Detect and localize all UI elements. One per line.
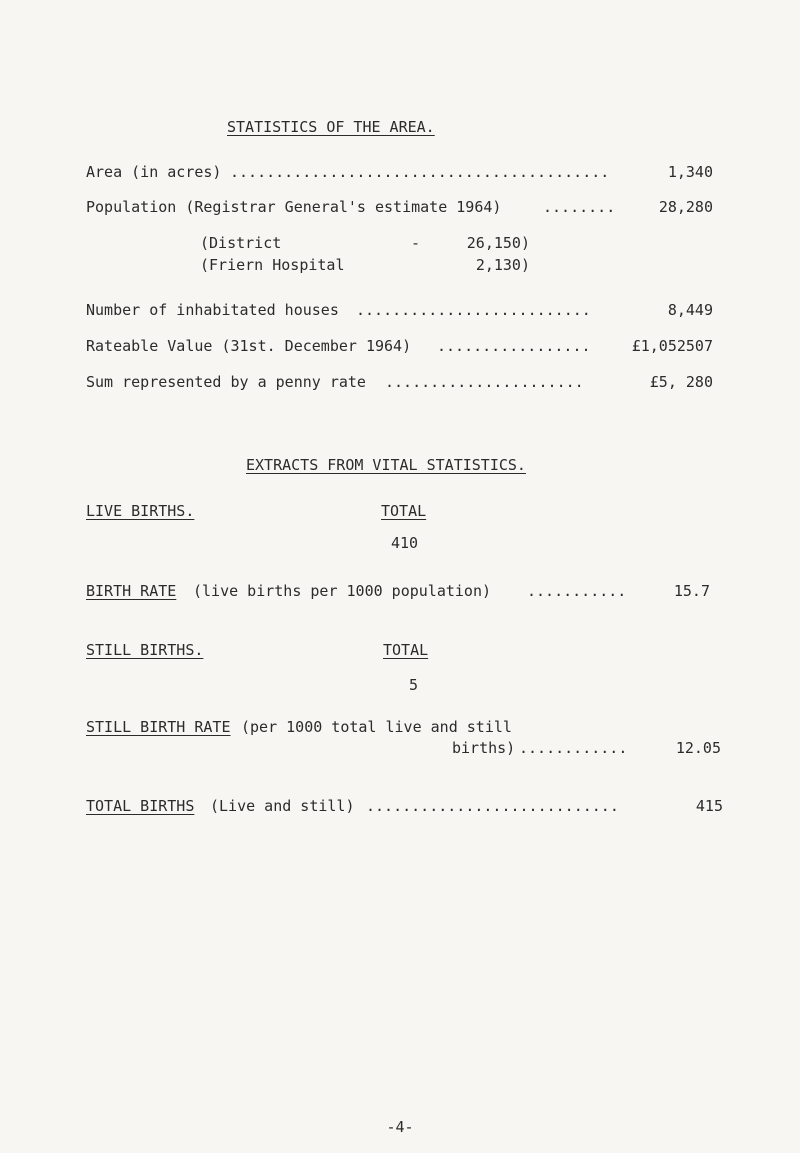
total-births-leader: ............................	[366, 797, 619, 815]
penny-value: £5, 280	[649, 373, 713, 391]
total-births-value: 415	[695, 797, 723, 815]
birth-rate-leader: ...........	[527, 582, 627, 600]
penny-leader: ......................	[385, 373, 584, 391]
birth-rate-value: 15.7	[673, 582, 710, 600]
total-births-desc: (Live and still)	[210, 797, 355, 815]
still-birth-rate-desc2: births)	[452, 739, 516, 757]
still-births-total-label: TOTAL	[383, 641, 429, 659]
district-value: 26,150)	[466, 234, 530, 252]
population-label: Population (Registrar General's estimate 1964)	[86, 198, 502, 216]
rateable-leader: .................	[437, 337, 591, 355]
still-birth-rate-label: STILL BIRTH RATE	[86, 718, 231, 736]
rateable-label: Rateable Value (31st. December 1964)	[86, 337, 412, 355]
still-birth-rate-leader: ............	[519, 739, 628, 757]
population-leader: ........	[543, 198, 616, 216]
still-births-total: 5	[409, 676, 419, 694]
penny-label: Sum represented by a penny rate	[86, 373, 366, 391]
houses-value: 8,449	[667, 301, 713, 319]
rateable-value: £1,052507	[631, 337, 713, 355]
page-title: STATISTICS OF THE AREA.	[227, 118, 435, 136]
area-leader: ..........................................	[230, 163, 610, 181]
birth-rate-desc: (live births per 1000 population)	[193, 582, 492, 600]
still-birth-rate-value: 12.05	[675, 739, 721, 757]
area-value: 1,340	[667, 163, 713, 181]
population-value: 28,280	[658, 198, 713, 216]
houses-leader: ..........................	[356, 301, 591, 319]
still-births-label: STILL BIRTHS.	[86, 641, 204, 659]
friern-value: 2,130)	[475, 256, 530, 274]
page-number: -4-	[386, 1118, 414, 1136]
live-births-label: LIVE BIRTHS.	[86, 502, 195, 520]
still-birth-rate-desc1: (per 1000 total live and still	[241, 718, 512, 736]
total-births-label: TOTAL BIRTHS	[86, 797, 195, 815]
houses-label: Number of inhabitated houses	[86, 301, 339, 319]
live-births-total-label: TOTAL	[381, 502, 427, 520]
district-label: (District	[200, 234, 282, 252]
friern-label: (Friern Hospital	[200, 256, 345, 274]
live-births-total: 410	[391, 534, 419, 552]
extracts-title: EXTRACTS FROM VITAL STATISTICS.	[246, 456, 526, 474]
district-dash: -	[411, 234, 421, 252]
area-label: Area (in acres)	[86, 163, 222, 181]
birth-rate-label: BIRTH RATE	[86, 582, 177, 600]
